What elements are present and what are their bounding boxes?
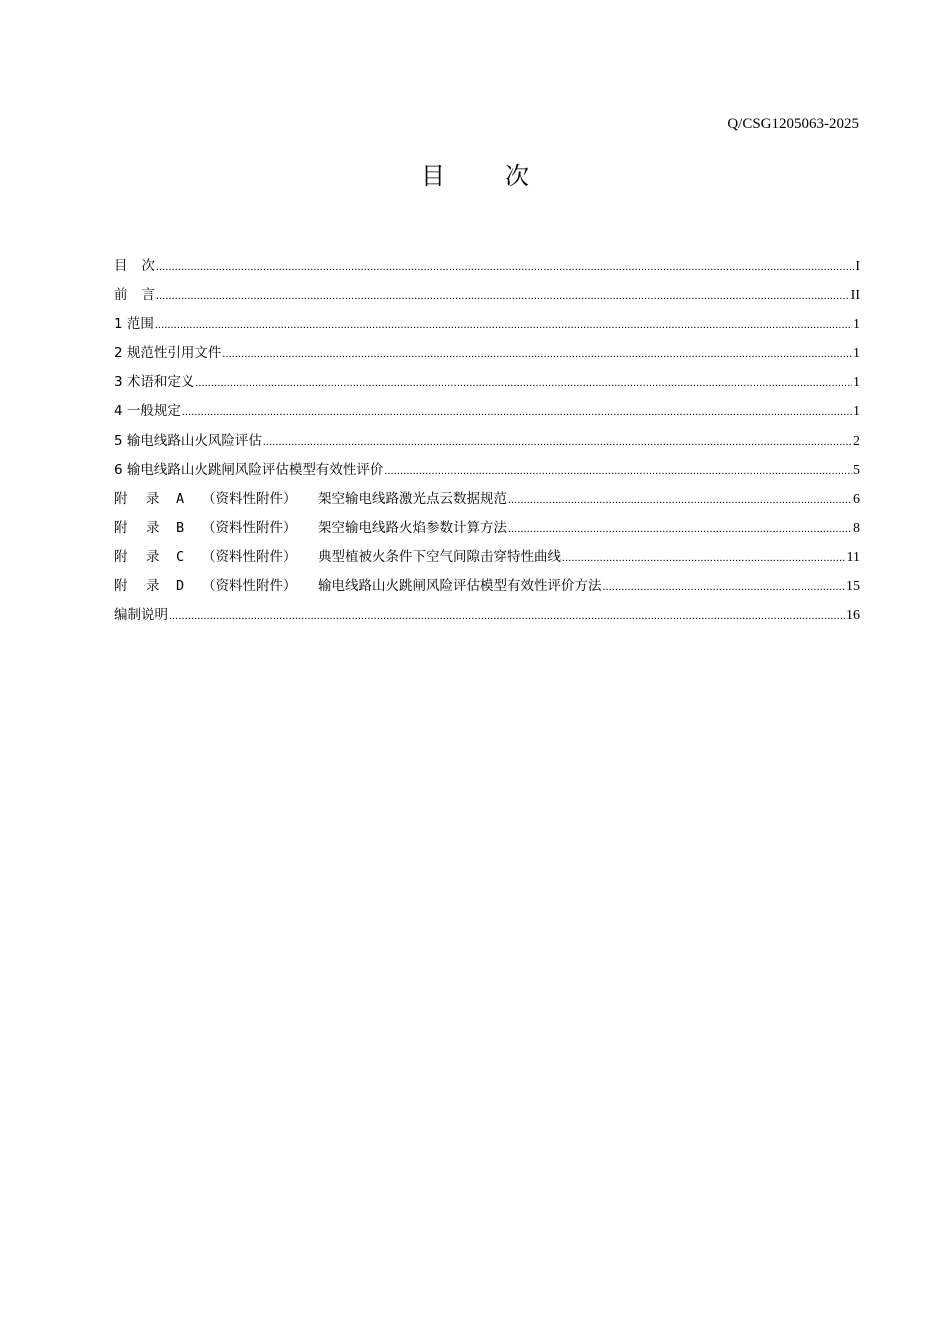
toc-leader (508, 486, 852, 515)
toc-entry-explanation[interactable] (114, 601, 860, 630)
toc-leader (508, 515, 852, 544)
toc-entry-label: 6 输电线路山火跳闸风险评估模型有效性评价 (114, 461, 384, 478)
toc-leader (384, 457, 852, 486)
toc-leader (562, 544, 846, 573)
toc-page-number: 5 (853, 462, 860, 478)
toc-entry-label: 附 录 D （资料性附件） 输电线路山火跳闸风险评估模型有效性评价方法 (114, 578, 602, 595)
toc-entry-model-evaluation[interactable] (114, 456, 860, 485)
table-of-contents (114, 252, 860, 630)
toc-entry-label: 附 录 A （资料性附件） 架空输电线路激光点云数据规范 (114, 490, 507, 507)
document-code: Q/CSG1205063-2025 (727, 116, 859, 132)
toc-leader (182, 398, 852, 427)
toc-page-number: 1 (853, 317, 860, 333)
toc-entry-scope[interactable] (114, 310, 860, 339)
toc-entry-appendix-c[interactable] (114, 543, 860, 572)
toc-page-number: 1 (853, 404, 860, 420)
toc-entry-label: 附 录 B （资料性附件） 架空输电线路火焰参数计算方法 (114, 519, 507, 536)
toc-entry-label: 5 输电线路山火风险评估 (114, 432, 262, 449)
toc-entry-label: 2 规范性引用文件 (114, 345, 222, 362)
toc-entry-risk-assessment[interactable] (114, 427, 860, 456)
toc-entry-terms[interactable] (114, 368, 860, 397)
toc-entry-label: 4 一般规定 (114, 403, 181, 420)
toc-leader (222, 340, 852, 369)
toc-page-number: 1 (853, 375, 860, 391)
toc-leader (155, 311, 852, 340)
toc-page-number: 1 (853, 346, 860, 362)
toc-leader (169, 602, 845, 631)
toc-page-number: 2 (853, 433, 860, 449)
page-title: 目 次 (421, 162, 547, 190)
toc-page-number: I (855, 259, 860, 274)
toc-entry-label: 目 次 (114, 258, 155, 274)
toc-entry-label: 编制说明 (114, 607, 168, 624)
toc-entry-label: 3 术语和定义 (114, 374, 195, 391)
toc-leader (603, 573, 846, 602)
toc-leader (156, 282, 850, 311)
toc-page-number: 11 (846, 549, 860, 565)
toc-page-number: 16 (846, 608, 860, 624)
toc-leader (263, 428, 852, 457)
toc-entry-general[interactable] (114, 397, 860, 426)
toc-leader (195, 369, 852, 398)
toc-leader (156, 253, 854, 282)
toc-page-number: 6 (853, 491, 860, 507)
toc-page-number: 15 (846, 579, 860, 595)
toc-entry-label: 前 言 (114, 287, 155, 304)
toc-entry-foreword[interactable] (114, 281, 860, 310)
toc-entry-appendix-b[interactable] (114, 514, 860, 543)
toc-entry-label: 附 录 C （资料性附件） 典型植被火条件下空气间隙击穿特性曲线 (114, 548, 561, 565)
toc-entry-normative-references[interactable] (114, 339, 860, 368)
toc-entry-appendix-a[interactable] (114, 485, 860, 514)
toc-page-number: 8 (853, 520, 860, 536)
toc-entry-appendix-d[interactable] (114, 572, 860, 601)
toc-entry-contents[interactable] (114, 252, 860, 281)
toc-page-number: II (850, 288, 860, 304)
toc-entry-label: 1 范围 (114, 316, 154, 333)
